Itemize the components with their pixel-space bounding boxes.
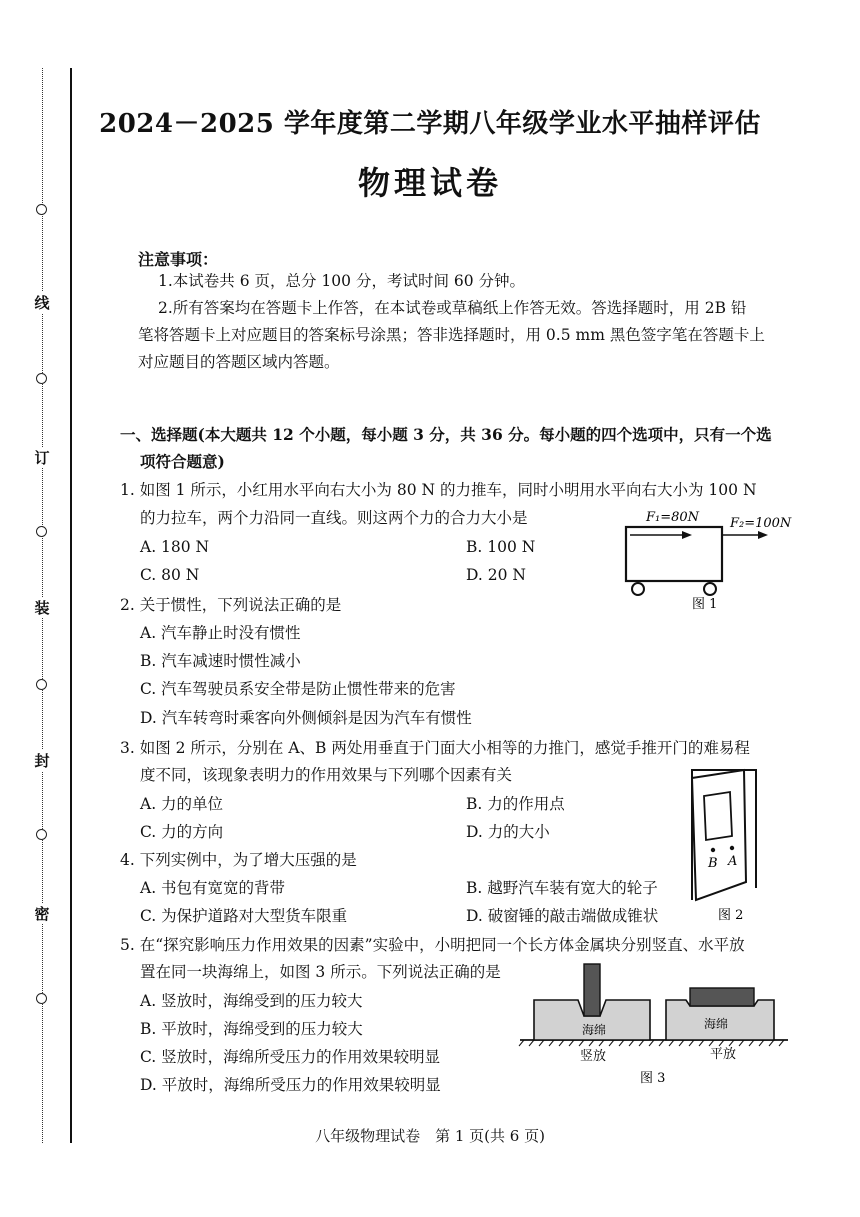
binding-hole	[36, 993, 47, 1004]
figure-2-door	[686, 764, 786, 926]
q3-option-a: A. 力的单位	[140, 795, 224, 813]
q3-stem-cont: 度不同，该现象表明力的作用效果与下列哪个因素有关	[140, 766, 513, 784]
cart-wheel	[704, 583, 716, 595]
q1-option-c: C. 80 N	[140, 566, 200, 584]
label-a: A	[728, 854, 738, 869]
q3-option-b: B. 力的作用点	[466, 795, 565, 813]
q1-option-a: A. 180 N	[140, 538, 210, 556]
q1-option-d: D. 20 N	[466, 566, 526, 584]
ground-hatch	[519, 1040, 784, 1046]
label-horizontal: 平放	[710, 1047, 737, 1062]
binding-line	[70, 68, 72, 1143]
q2-option-a: A. 汽车静止时没有惯性	[140, 624, 301, 642]
arrowhead-icon	[682, 531, 692, 539]
q5-stem: 5. 在“探究影响压力作用效果的因素”实验中，小明把同一个长方体金属块分别竖直、水平放	[120, 936, 745, 954]
q5-option-a: A. 竖放时，海绵受到的压力较大	[140, 992, 363, 1010]
q1-stem: 1. 如图 1 所示，小红用水平向右大小为 80 N 的力推车，同时小明用水平向右大小为 100 N	[120, 481, 757, 499]
q5-option-c: C. 竖放时，海绵所受压力的作用效果较明显	[140, 1048, 441, 1066]
point-b	[711, 848, 715, 852]
q3-stem: 3. 如图 2 所示，分别在 A、B 两处用垂直于门面大小相等的力推门，感觉手推开门的难易程	[120, 739, 750, 757]
door-panel	[692, 770, 746, 900]
q2-option-b: B. 汽车减速时惯性减小	[140, 652, 301, 670]
q4-stem: 4. 下列实例中，为了增大压强的是	[120, 851, 357, 869]
label-b: B	[708, 856, 718, 871]
q4-option-d: D. 破窗锤的敲击端做成锥状	[466, 907, 659, 925]
notice-line-1: 1.本试卷共 6 页，总分 100 分，考试时间 60 分钟。	[158, 272, 526, 290]
section-heading: 一、选择题(本大题共 12 个小题，每小题 3 分，共 36 分。每小题的四个选项中，只有一个选	[120, 425, 772, 444]
metal-block-horizontal	[690, 988, 754, 1006]
metal-block-vertical	[584, 964, 600, 1016]
sponge-label-1: 海绵	[582, 1023, 607, 1037]
figure-1-caption: 图 1	[692, 597, 718, 612]
page-footer: 八年级物理试卷 第 1 页(共 6 页)	[315, 1127, 545, 1145]
q4-option-c: C. 为保护道路对大型货车限重	[140, 907, 348, 925]
q4-option-a: A. 书包有宽宽的背带	[140, 879, 286, 897]
binding-char-feng: 封	[34, 752, 50, 770]
point-a	[730, 846, 734, 850]
q1-option-b: B. 100 N	[466, 538, 536, 556]
q2-stem: 2. 关于惯性，下列说法正确的是	[120, 596, 342, 614]
q2-option-c: C. 汽车驾驶员系安全带是防止惯性带来的危害	[140, 680, 456, 698]
binding-char-ding: 订	[34, 449, 50, 467]
q3-option-c: C. 力的方向	[140, 823, 224, 841]
binding-char-xian: 线	[34, 294, 50, 312]
figure-1-cart	[600, 505, 800, 615]
notice-line-2: 2.所有答案均在答题卡上作答，在本试卷或草稿纸上作答无效。答选择题时，用 2B 铅	[158, 299, 747, 317]
binding-hole	[36, 204, 47, 215]
label-f1: F₁=80N	[646, 510, 700, 525]
q5-option-b: B. 平放时，海绵受到的压力较大	[140, 1020, 363, 1038]
q2-option-d: D. 汽车转弯时乘客向外侧倾斜是因为汽车有惯性	[140, 709, 472, 727]
arrowhead-icon	[758, 531, 768, 539]
binding-hole	[36, 679, 47, 690]
binding-hole	[36, 829, 47, 840]
q5-stem-cont: 置在同一块海绵上，如图 3 所示。下列说法正确的是	[140, 963, 501, 981]
notice-line-2-end: 对应题目的答题区域内答题。	[138, 353, 340, 371]
binding-char-mi: 密	[34, 905, 50, 923]
door-window	[704, 792, 732, 840]
binding-hole	[36, 526, 47, 537]
section-heading-cont: 项符合题意)	[140, 452, 225, 471]
q3-option-d: D. 力的大小	[466, 823, 550, 841]
figure-2-caption: 图 2	[718, 908, 744, 923]
figure-3-sponges	[518, 958, 790, 1088]
q4-option-b: B. 越野汽车装有宽大的轮子	[466, 879, 658, 897]
cart-wheel	[632, 583, 644, 595]
notice-line-2-cont: 笔将答题卡上对应题目的答案标号涂黑；答非选择题时，用 0.5 mm 黑色签字笔在答题卡上	[138, 326, 765, 344]
exam-title: 2024－2025 学年度第二学期八年级学业水平抽样评估	[99, 109, 761, 139]
notice-heading: 注意事项：	[138, 250, 219, 269]
sponge-label-2: 海绵	[704, 1017, 729, 1031]
q1-stem-cont: 的力拉车，两个力沿同一直线。则这两个力的合力大小是	[140, 509, 528, 527]
binding-char-zhuang: 装	[34, 599, 50, 617]
q5-option-d: D. 平放时，海绵所受压力的作用效果较明显	[140, 1076, 441, 1094]
binding-hole	[36, 373, 47, 384]
figure-3-caption: 图 3	[640, 1071, 666, 1086]
label-vertical: 竖放	[580, 1049, 607, 1064]
label-f2: F₂=100N	[730, 516, 792, 531]
exam-subtitle: 物理试卷	[357, 164, 502, 202]
